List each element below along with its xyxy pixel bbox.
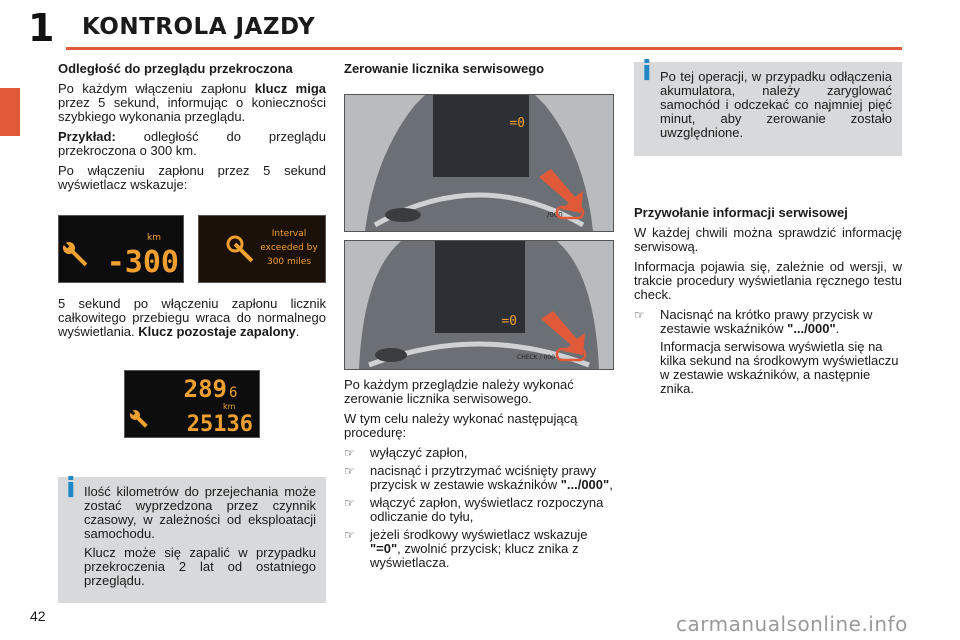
- left-paragraph-2: [58, 297, 326, 345]
- instrument-cluster-image-1: [344, 94, 614, 232]
- section-heading: Zerowanie licznika serwisowego: [344, 61, 545, 76]
- paragraph: Informacja pojawia się, zależnie od wersji, w trakcie procedury wyświetlania ręcznego testu check.: [634, 259, 902, 302]
- step-note: Informacja serwisowa wyświetla się na kilka sekund na środkowym wyświetlaczu w zestawie wskaźników, a następnie znika.: [660, 339, 899, 396]
- pointing-hand-icon: ☞: [634, 308, 645, 322]
- paragraph: W każdej chwili można sprawdzić informację serwisową.: [634, 225, 902, 254]
- procedure-step: ☞ włączyć zapłon, wyświetlacz rozpoczyna odliczanie do tyłu,: [344, 495, 604, 524]
- paragraph: Po włączeniu zapłonu przez 5 sekund wyświetlacz wskazuje:: [58, 163, 326, 192]
- trip-value: 289: [183, 375, 227, 403]
- paragraph: Po każdym przeglądzie należy wykonać zerowanie licznika serwisowego.: [344, 377, 574, 406]
- header-rule: [66, 47, 902, 50]
- display-unit: km: [147, 233, 161, 243]
- paragraph: W tym celu należy wykonać następującą procedurę:: [344, 411, 578, 440]
- paragraph: Przykład: odległość do przeglądu przekroczona o 300 km.: [58, 129, 326, 158]
- trip-odometer-display: [124, 370, 260, 438]
- wrench-icon: [225, 234, 257, 266]
- info-icon: i: [642, 54, 652, 87]
- display-line1: Interval: [271, 229, 307, 239]
- pointing-hand-icon: ☞: [344, 446, 355, 460]
- total-odometer-value: 25136: [186, 412, 253, 437]
- procedure-step: ☞ Nacisnąć na krótko prawy przycisk w zestawie wskaźników ".../000". Informacja serwisowa wyświetla się na kilka sekund na środkowym wyświetlaczu w zestawie wskaźników, a następnie znika.: [634, 308, 902, 396]
- display-value: -300: [106, 245, 179, 280]
- chapter-side-tab: [0, 88, 20, 136]
- display-line3: 300 miles: [266, 257, 312, 267]
- procedure-step: ☞ jeżeli środkowy wyświetlacz wskazuje "=0", zwolnić przycisk; klucz znika z wyświetlacza.: [344, 527, 588, 570]
- paragraph: Po każdym włączeniu zapłonu klucz miga przez 5 sekund, informując o konieczności szybkiego wykonania przeglądu.: [58, 81, 327, 124]
- odometer-display-km: [58, 215, 184, 283]
- trip-decimal: 6: [229, 385, 238, 401]
- reset-button-label: CHECK / 000: [517, 354, 555, 361]
- paragraph: 5 sekund po włączeniu zapłonu licznik całkowitego przebiegu wraca do normalnego wyświetlania. Klucz pozostaje zapalony.: [58, 296, 326, 339]
- info-box-right: [634, 54, 902, 156]
- interval-display-miles: [198, 215, 326, 283]
- procedure-step: ☞ nacisnąć i przytrzymać wciśnięty prawy przycisk w zestawie wskaźników ".../000",: [344, 463, 613, 492]
- info-icon: i: [66, 471, 76, 504]
- chapter-title: KONTROLA JAZDY: [82, 14, 316, 40]
- page-number: 42: [30, 608, 46, 624]
- wrench-icon: [127, 407, 150, 430]
- section-heading: Przywołanie informacji serwisowej: [634, 205, 848, 220]
- middle-text: [344, 378, 616, 574]
- wrench-icon: [60, 239, 90, 269]
- info-paragraph: Klucz może się zapalić w przypadku przekroczenia 2 lat od ostatniego przeglądu.: [84, 545, 316, 588]
- info-box-left: [58, 471, 326, 603]
- center-display-value: =0: [509, 116, 525, 131]
- middle-heading-wrap: [344, 62, 616, 82]
- watermark: carmanualsonline.info: [676, 612, 908, 636]
- pointing-hand-icon: ☞: [344, 528, 355, 542]
- pointing-hand-icon: ☞: [344, 464, 355, 478]
- right-text: [634, 206, 902, 400]
- chapter-number: 1: [28, 6, 55, 50]
- section-heading: Odległość do przeglądu przekroczona: [58, 61, 293, 76]
- reset-button-label: /000: [547, 211, 563, 219]
- pointing-hand-icon: ☞: [344, 496, 355, 510]
- center-display-value: =0: [501, 314, 517, 329]
- info-paragraph: Ilość kilometrów do przejechania może zostać wyprzedzona przez czynnik czasowy, w zależności od eksploatacji samochodu.: [84, 484, 316, 541]
- left-column: [58, 62, 326, 198]
- info-paragraph: Po tej operacji, w przypadku odłączenia akumulatora, należy zaryglować samochód i odczekać co najmniej pięć minut, aby zerowanie zostało uwzględnione.: [660, 69, 892, 140]
- procedure-step: ☞ wyłączyć zapłon,: [344, 445, 468, 460]
- display-line2: exceeded by: [260, 243, 318, 253]
- display-unit: km: [223, 402, 236, 411]
- instrument-cluster-image-2: [344, 240, 614, 370]
